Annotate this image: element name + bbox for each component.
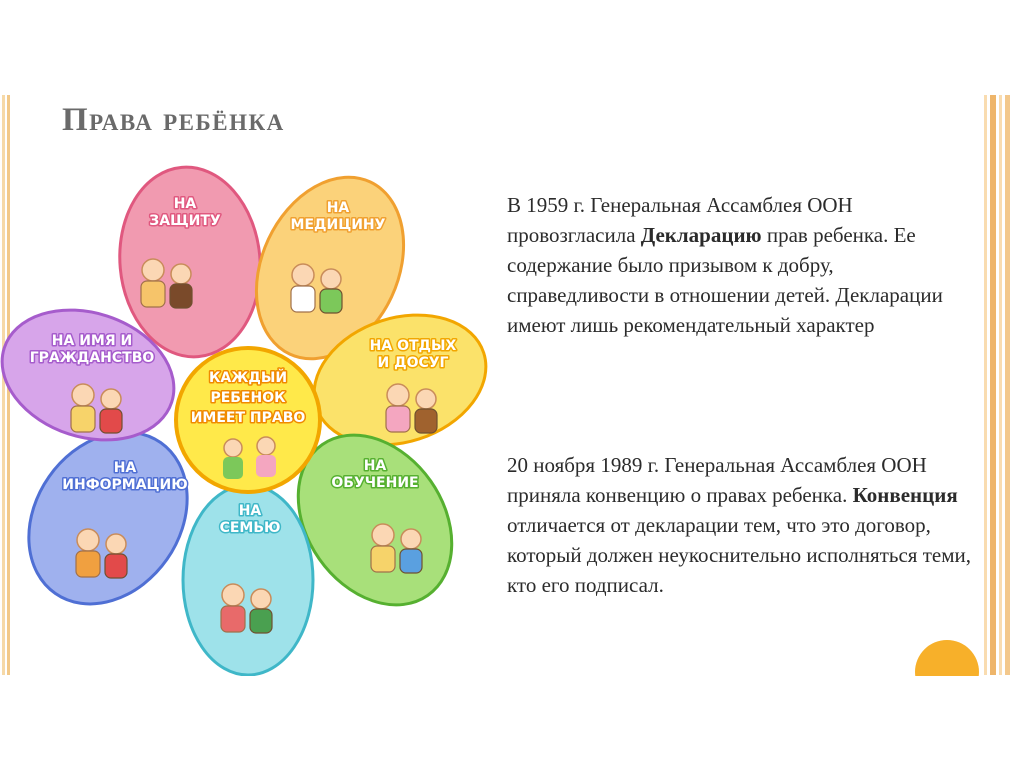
petal-label: НА (363, 458, 387, 474)
child-body-icon (141, 281, 165, 307)
petal-label: ОБУЧЕНИЕ (331, 475, 419, 491)
child-face-icon (171, 264, 191, 284)
child-face-icon (251, 589, 271, 609)
child-body-icon (256, 455, 276, 477)
page-title: Права ребёнка (62, 102, 285, 138)
center-label: КАЖДЫЙ (208, 370, 288, 386)
child-body-icon (76, 551, 100, 577)
child-body-icon (105, 554, 127, 578)
right-border-stripes (984, 95, 1014, 675)
child-face-icon (372, 524, 394, 546)
child-body-icon (371, 546, 395, 572)
petal-label: МЕДИЦИНУ (290, 217, 386, 233)
child-face-icon (222, 584, 244, 606)
paragraph-declaration-start: В 1959 г. Генеральная Ассамблея ООН провозгласила (507, 193, 853, 247)
petal-label: НА ИМЯ И (51, 333, 133, 349)
child-body-icon (386, 406, 410, 432)
child-face-icon (224, 439, 242, 457)
petal-label: ГРАЖДАНСТВО (29, 350, 155, 366)
petal-label: НА (173, 196, 197, 212)
child-body-icon (71, 406, 95, 432)
child-body-icon (320, 289, 342, 313)
petal-label: ИНФОРМАЦИЮ (62, 477, 188, 493)
petal-label: СЕМЬЮ (219, 520, 281, 536)
child-face-icon (292, 264, 314, 286)
child-face-icon (401, 529, 421, 549)
petal-label: НА (113, 460, 137, 476)
slide-bottom-margin (0, 676, 1024, 767)
petal-label: И ДОСУГ (377, 355, 449, 371)
convention-term: Конвенция (852, 483, 958, 507)
paragraph-declaration (507, 190, 977, 340)
child-face-icon (321, 269, 341, 289)
child-face-icon (257, 437, 275, 455)
child-face-icon (387, 384, 409, 406)
petal-label: НА ОТДЫХ (369, 338, 457, 354)
child-body-icon (250, 609, 272, 633)
petal-label: НА (326, 200, 350, 216)
paragraph-convention-end: отличается от декларации тем, что это договор, который должен неукоснительно исполняться теми, кто его подписал. (507, 513, 971, 597)
declaration-term: Декларацию (640, 223, 762, 247)
child-body-icon (221, 606, 245, 632)
child-body-icon (223, 457, 243, 479)
child-body-icon (415, 409, 437, 433)
child-face-icon (142, 259, 164, 281)
child-face-icon (72, 384, 94, 406)
child-face-icon (77, 529, 99, 551)
center-label: РЕБЕНОК (210, 390, 286, 406)
child-body-icon (400, 549, 422, 573)
petal-5 (183, 485, 313, 675)
child-face-icon (101, 389, 121, 409)
child-body-icon (100, 409, 122, 433)
center-label: ИМЕЕТ ПРАВО (190, 410, 306, 426)
petal-label: НА (238, 503, 262, 519)
paragraph-convention-start: 20 ноября 1989 г. Генеральная Ассамблея ООН приняла конвенцию о правах ребенка. (507, 453, 927, 507)
paragraph-convention (507, 450, 977, 600)
petal-label: ЗАЩИТУ (149, 213, 221, 229)
rights-flower-illustration (0, 0, 500, 680)
paragraph-declaration-end: прав ребенка. Ее содержание было призывом к добру, справедливости в отношении детей. Декларации имеют лишь рекомендательный характер (507, 223, 943, 337)
child-body-icon (291, 286, 315, 312)
child-face-icon (416, 389, 436, 409)
flower-center (176, 348, 320, 492)
child-body-icon (170, 284, 192, 308)
child-face-icon (106, 534, 126, 554)
